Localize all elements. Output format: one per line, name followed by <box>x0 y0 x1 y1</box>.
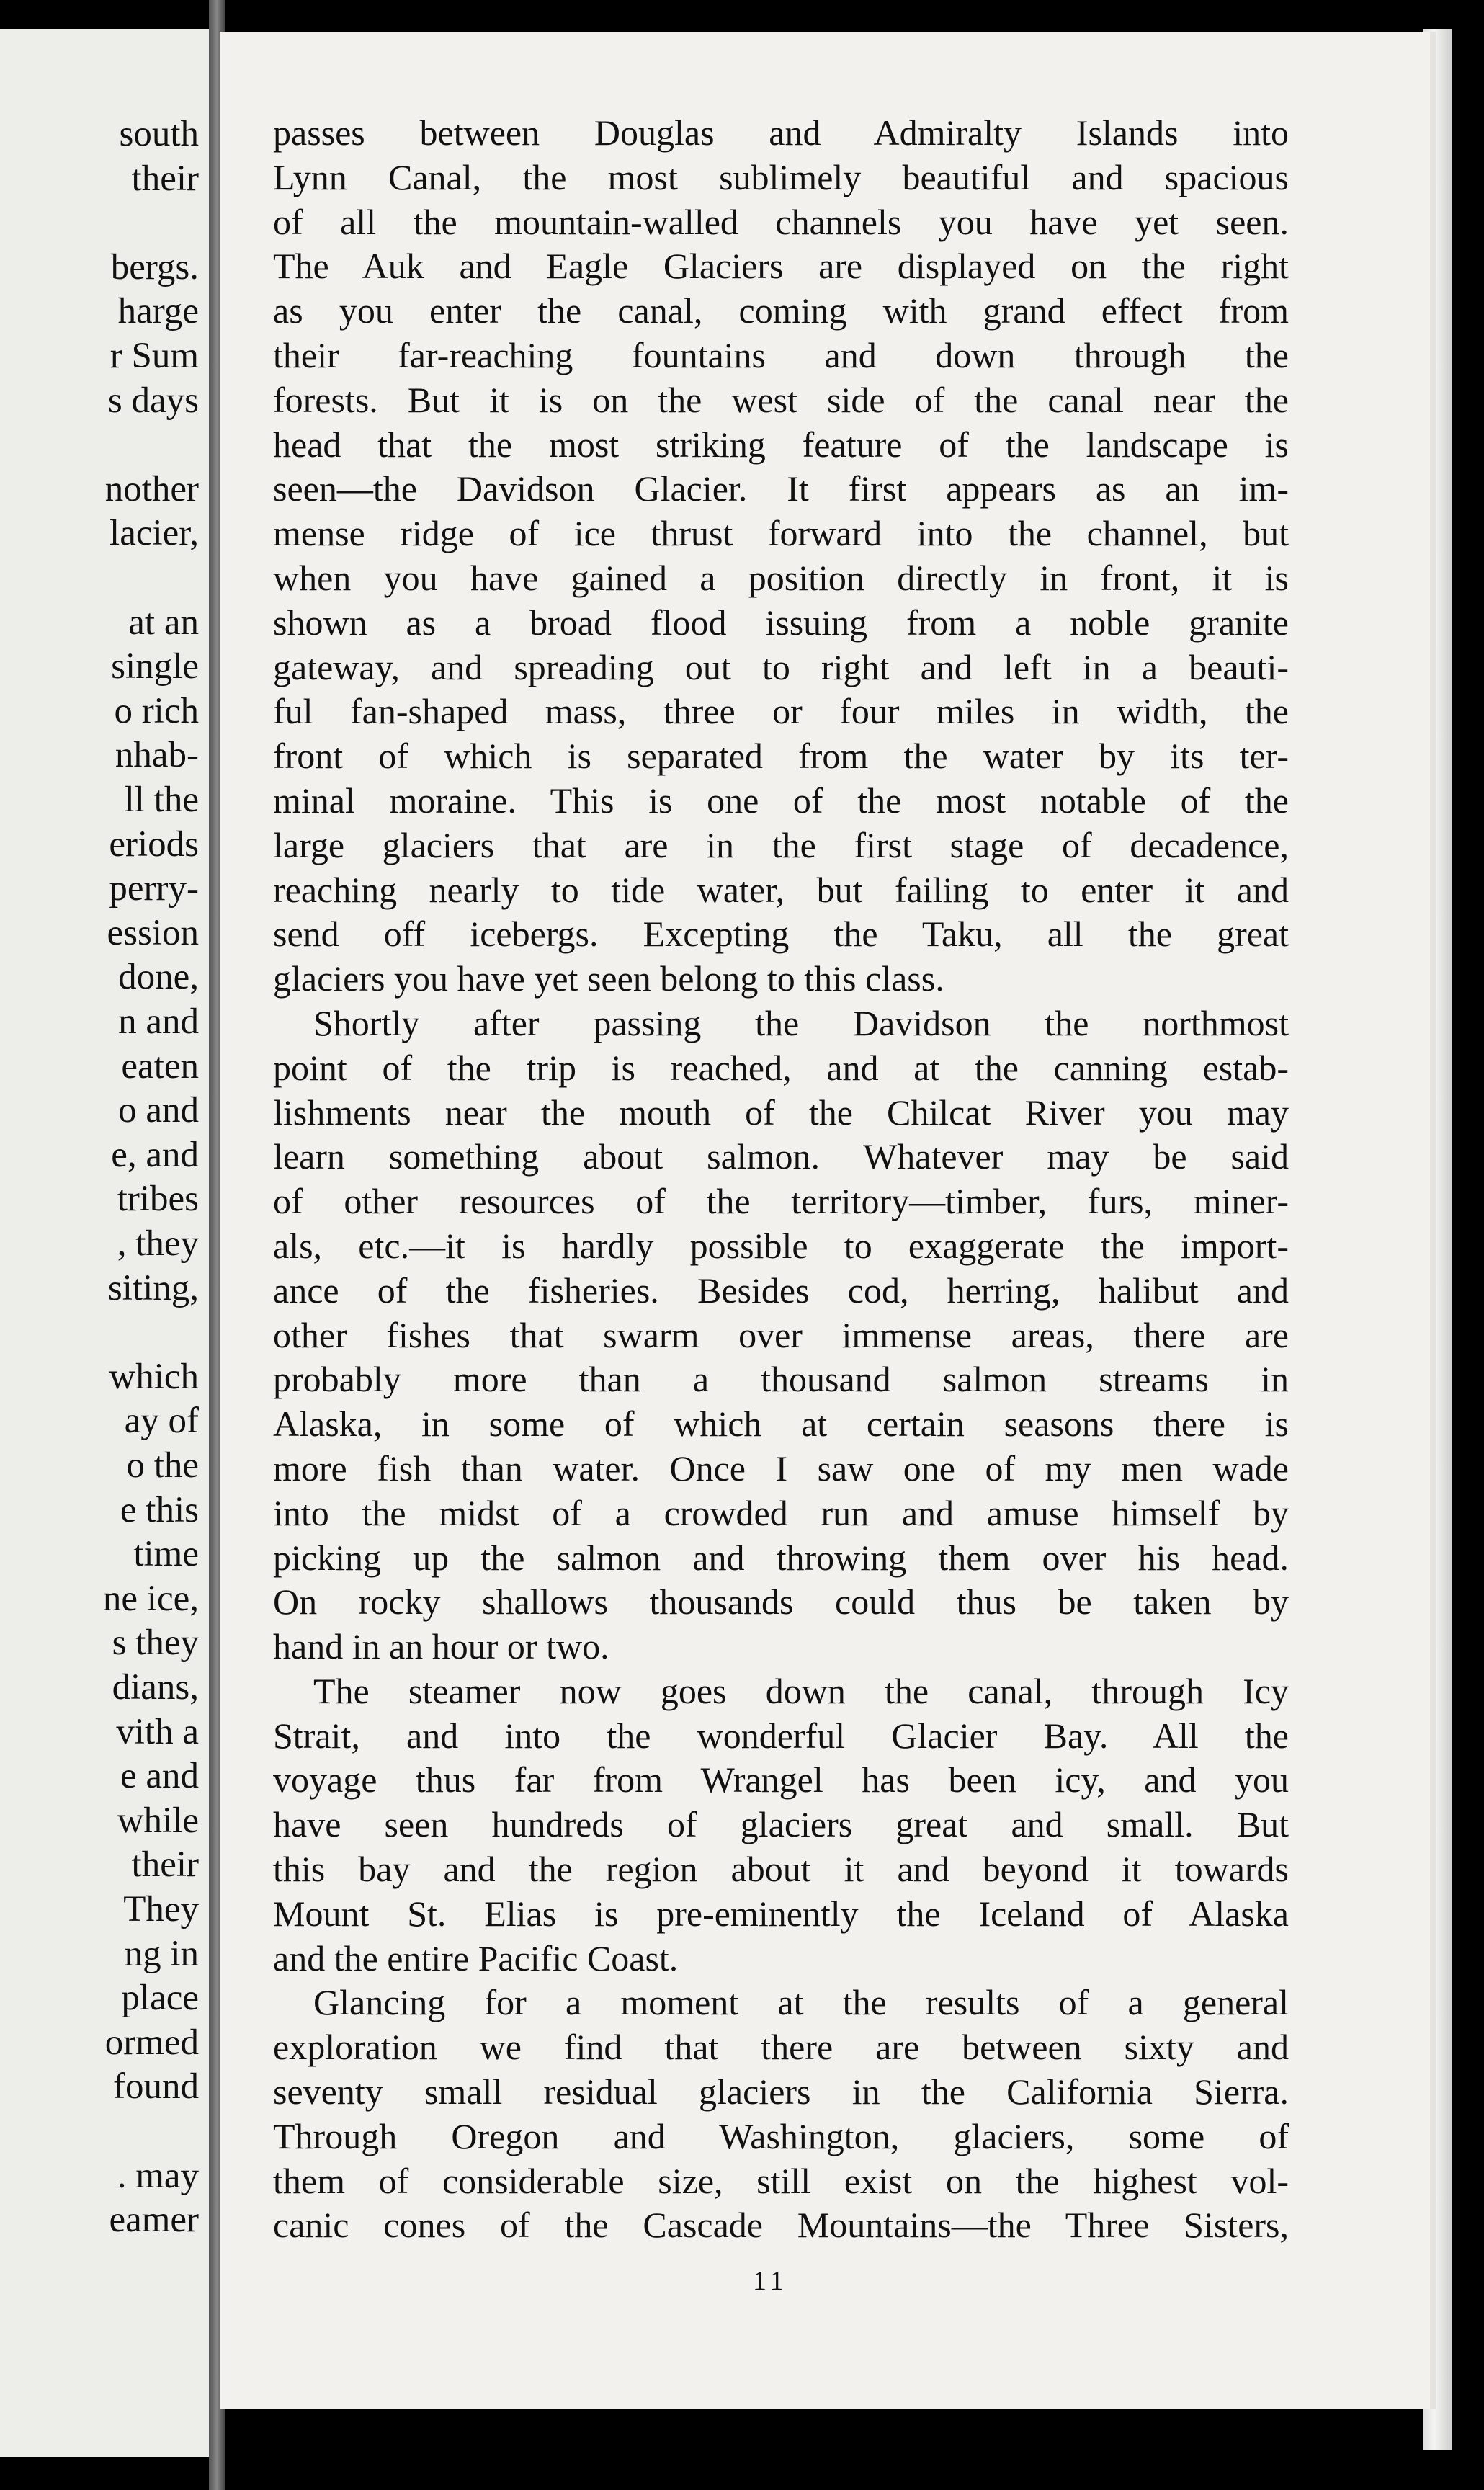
left-column-line: their <box>131 1844 199 1886</box>
text-line: minal moraine. This is one of the most notable of the <box>273 780 1289 821</box>
left-column-line: done, <box>118 957 199 998</box>
left-column-line: ll the <box>124 780 199 820</box>
text-line: picking up the salmon and throwing them over his head. <box>273 1537 1289 1578</box>
left-column-line: o rich <box>114 690 199 731</box>
text-line: learn something about salmon. Whatever may be said <box>273 1136 1289 1177</box>
left-column-line: n and <box>118 1001 199 1042</box>
text-line: front of which is separated from the water by its ter- <box>273 736 1289 777</box>
text-line: hand in an hour or two. <box>273 1626 609 1667</box>
text-line: seventy small residual glaciers in the California Sierra. <box>273 2071 1289 2112</box>
left-column-line: e and <box>120 1756 199 1797</box>
left-column-line: south <box>119 114 199 154</box>
text-line: The Auk and Eagle Glaciers are displayed on the right <box>273 246 1289 287</box>
text-line: have seen hundreds of glaciers great and small. But <box>273 1804 1289 1845</box>
text-line: canic cones of the Cascade Mountains—the Three Sisters, <box>273 2205 1289 2246</box>
left-column-line: siting, <box>107 1267 199 1308</box>
text-line: shown as a broad flood issuing from a noble granite <box>273 602 1289 643</box>
left-column-line: o the <box>126 1445 199 1486</box>
text-line: reaching nearly to tide water, but failing to enter it and <box>273 869 1289 910</box>
page-number: 11 <box>753 2266 788 2296</box>
text-line: voyage thus far from Wrangel has been icy, and you <box>273 1759 1289 1800</box>
text-line: Glancing for a moment at the results of a general <box>313 1982 1289 2023</box>
left-column-line: while <box>117 1800 199 1841</box>
left-column-line: tribes <box>117 1179 199 1220</box>
text-line: head that the most striking feature of the landscape is <box>273 424 1289 465</box>
left-column-line: ay of <box>124 1401 199 1442</box>
paragraph <box>273 111 1289 1001</box>
left-column-line: nhab- <box>115 735 199 776</box>
text-line: and the entire Pacific Coast. <box>273 1937 679 1978</box>
text-line: large glaciers that are in the first stage of decadence, <box>273 824 1289 865</box>
left-column-line: eaten <box>121 1045 199 1086</box>
left-column-line: e this <box>120 1489 199 1530</box>
text-line: as you enter the canal, coming with grand effect from <box>273 290 1289 331</box>
text-line: ful fan-shaped mass, three or four miles in width, the <box>273 691 1289 732</box>
left-column-line: single <box>111 646 199 687</box>
text-line: into the midst of a crowded run and amuse himself by <box>273 1492 1289 1533</box>
text-line: als, etc.—it is hardly possible to exaggerate the import- <box>273 1225 1289 1266</box>
left-column-line: time <box>133 1534 199 1575</box>
text-line: their far-reaching fountains and down through the <box>273 334 1289 375</box>
paragraph <box>273 1669 1289 1981</box>
left-column-line: , they <box>117 1223 199 1264</box>
left-column-line: dians, <box>112 1667 199 1708</box>
body-text <box>273 111 1289 2248</box>
left-column-line: ng in <box>124 1933 199 1974</box>
text-line: Through Oregon and Washington, glaciers, some of <box>273 2115 1289 2156</box>
left-column-line: at an <box>128 602 199 643</box>
text-line: other fishes that swarm over immense areas, there are <box>273 1314 1289 1355</box>
text-line: mense ridge of ice thrust forward into the channel, but <box>273 513 1289 554</box>
left-column-line: e, and <box>111 1134 199 1175</box>
left-column-line: ormed <box>104 2022 199 2063</box>
text-line: of other resources of the territory—timber, furs, miner- <box>273 1181 1289 1222</box>
left-column-line: vith a <box>116 1711 199 1752</box>
left-column-line: nother <box>104 468 199 509</box>
text-line: more fish than water. Once I saw one of my men wade <box>273 1447 1289 1489</box>
left-column-line: s they <box>112 1623 199 1664</box>
text-line: of all the mountain-walled channels you have yet seen. <box>273 201 1289 242</box>
text-line: On rocky shallows thousands could thus be taken by <box>273 1581 1289 1623</box>
text-line: probably more than a thousand salmon streams in <box>273 1359 1289 1400</box>
left-column-line: eamer <box>109 2200 199 2241</box>
paragraph <box>273 1001 1289 1669</box>
left-column-line: harge <box>117 291 199 332</box>
text-line: forests. But it is on the west side of the canal near the <box>273 379 1289 420</box>
text-line: exploration we find that there are between sixty and <box>273 2027 1289 2068</box>
left-column-line: perry- <box>109 868 199 909</box>
text-line: point of the trip is reached, and at the canning estab- <box>273 1047 1289 1088</box>
text-line: Mount St. Elias is pre-eminently the Iceland of Alaska <box>273 1893 1289 1934</box>
left-column-line: found <box>113 2066 199 2107</box>
paragraph <box>273 1981 1289 2248</box>
text-line: them of considerable size, still exist on the highest vol- <box>273 2160 1289 2201</box>
text-line: when you have gained a position directly in front, it is <box>273 557 1289 598</box>
left-column-line: r Sum <box>109 336 199 376</box>
text-line: The steamer now goes down the canal, through Icy <box>313 1670 1289 1711</box>
left-column-line: eriods <box>109 824 199 865</box>
left-page-fragment <box>0 29 209 2457</box>
left-column-line: bergs. <box>110 246 199 287</box>
text-line: glaciers you have yet seen belong to this class. <box>273 958 944 999</box>
left-column-line: their <box>131 158 199 199</box>
left-column-line: o and <box>118 1090 199 1131</box>
left-column-line: s days <box>107 380 199 421</box>
left-column-line: . may <box>117 2155 199 2196</box>
text-line: Shortly after passing the Davidson the northmost <box>313 1002 1289 1043</box>
text-line: Strait, and into the wonderful Glacier Bay. All the <box>273 1715 1289 1756</box>
text-line: seen—the Davidson Glacier. It first appears as an im- <box>273 468 1289 509</box>
text-line: lishments near the mouth of the Chilcat River you may <box>273 1092 1289 1133</box>
left-column-line: ession <box>107 912 199 953</box>
text-line: ance of the fisheries. Besides cod, herring, halibut and <box>273 1269 1289 1311</box>
right-page <box>220 32 1436 2409</box>
left-column-line: which <box>109 1356 199 1397</box>
left-column-line: place <box>121 1978 199 2019</box>
text-line: gateway, and spreading out to right and left in a beauti- <box>273 646 1289 687</box>
text-line: passes between Douglas and Admiralty Islands into <box>273 112 1289 153</box>
left-column-line: ne ice, <box>102 1578 199 1619</box>
text-line: Alaska, in some of which at certain seasons there is <box>273 1404 1289 1445</box>
left-column-line: lacier, <box>109 513 199 554</box>
text-line: send off icebergs. Excepting the Taku, all the great <box>273 914 1289 955</box>
text-line: Lynn Canal, the most sublimely beautiful and spacious <box>273 156 1289 197</box>
text-line: this bay and the region about it and beyond it towards <box>273 1849 1289 1890</box>
left-column-line: They <box>123 1889 199 1929</box>
